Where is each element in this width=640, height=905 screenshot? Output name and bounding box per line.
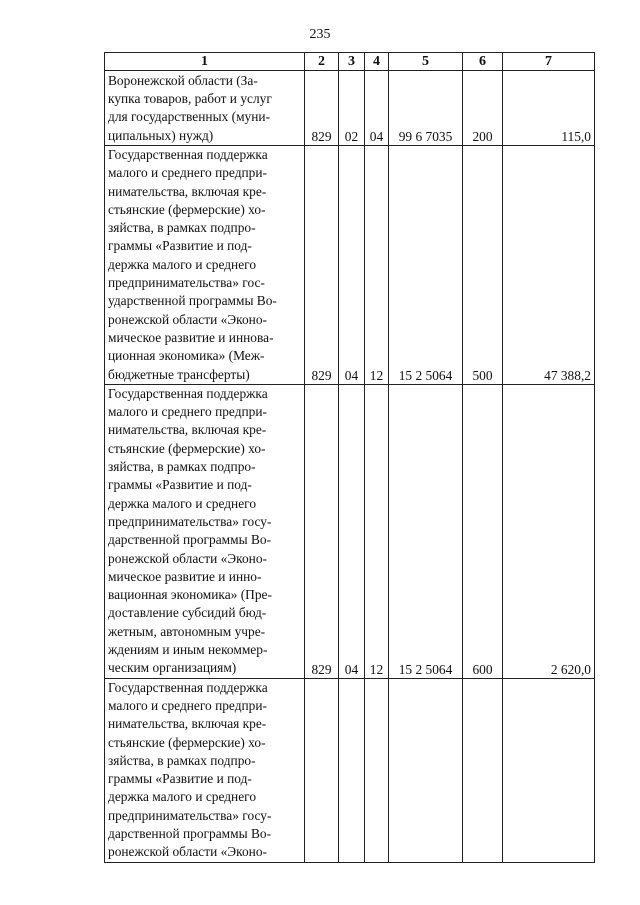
target-article-code xyxy=(389,678,463,862)
subsection-code xyxy=(365,678,389,862)
ministry-code: 829 xyxy=(305,146,339,385)
target-article-code: 15 2 5064 xyxy=(389,146,463,385)
subsection-code: 12 xyxy=(365,146,389,385)
amount: 2 620,0 xyxy=(503,384,595,678)
ministry-code xyxy=(305,678,339,862)
table-row xyxy=(105,146,595,385)
header-col-2: 2 xyxy=(305,53,339,71)
header-col-7: 7 xyxy=(503,53,595,71)
subsection-code: 04 xyxy=(365,71,389,146)
target-article-code: 15 2 5064 xyxy=(389,384,463,678)
amount: 47 388,2 xyxy=(503,146,595,385)
ministry-code: 829 xyxy=(305,71,339,146)
ministry-code: 829 xyxy=(305,384,339,678)
row-description: Воронежской области (За- купка товаров, работ и услуг для государственных (муни- ципальных) нужд) xyxy=(105,71,305,146)
page-number: 235 xyxy=(309,27,331,42)
expense-type-code: 500 xyxy=(463,146,503,385)
header-row xyxy=(105,53,595,71)
expense-type-code: 200 xyxy=(463,71,503,146)
section-code xyxy=(339,678,365,862)
table-row xyxy=(105,678,595,862)
expense-type-code xyxy=(463,678,503,862)
row-description: Государственная поддержка малого и среднего предпри- нимательства, включая кре- стьянские (фермерские) хо- зяйства, в рамках подпро- граммы «Развитие и под- держка малого и среднего предпринимательства» госу- дарственной программы Во- ронежской области «Эконо- мическое развитие и инно- вационная экономика» (Пре- доставление субсидий бюд- жетным, автономным учре- ждениям и иным некоммер- ческим организациям) xyxy=(105,384,305,678)
section-code: 04 xyxy=(339,146,365,385)
header-col-1: 1 xyxy=(105,53,305,71)
row-description: Государственная поддержка малого и среднего предпри- нимательства, включая кре- стьянские (фермерские) хо- зяйства, в рамках подпро- граммы «Развитие и под- держка малого и среднего предпринимательства» госу- дарственной программы Во- ронежской области «Эконо- xyxy=(105,678,305,862)
header-col-3: 3 xyxy=(339,53,365,71)
target-article-code: 99 6 7035 xyxy=(389,71,463,146)
section-code: 04 xyxy=(339,384,365,678)
amount xyxy=(503,678,595,862)
table-row xyxy=(105,384,595,678)
expense-type-code: 600 xyxy=(463,384,503,678)
header-col-5: 5 xyxy=(389,53,463,71)
section-code: 02 xyxy=(339,71,365,146)
row-description: Государственная поддержка малого и среднего предпри- нимательства, включая кре- стьянские (фермерские) хо- зяйства, в рамках подпро- граммы «Развитие и под- держка малого и среднего предпринимательства» гос- ударственной программы Во- ронежской области «Эконо- мическое развитие и иннова- ционная экономика» (Меж- бюджетные трансферты) xyxy=(105,146,305,385)
header-col-4: 4 xyxy=(365,53,389,71)
budget-table xyxy=(104,52,595,863)
amount: 115,0 xyxy=(503,71,595,146)
table-row xyxy=(105,71,595,146)
subsection-code: 12 xyxy=(365,384,389,678)
header-col-6: 6 xyxy=(463,53,503,71)
